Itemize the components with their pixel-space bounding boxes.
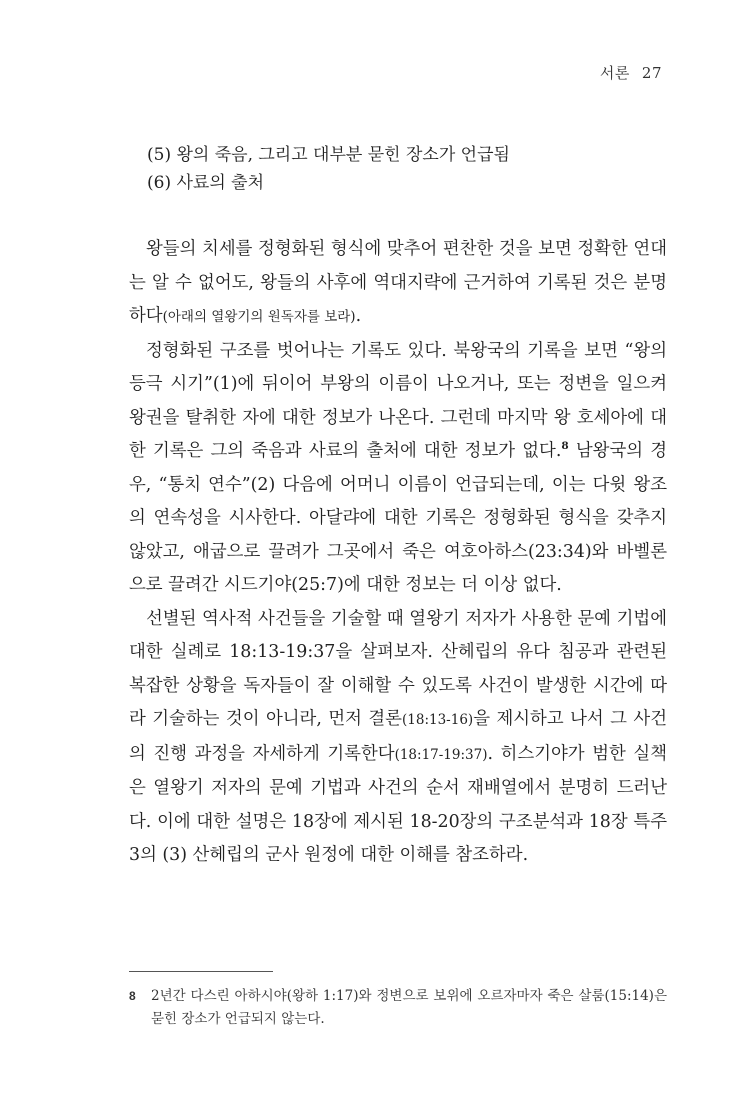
scripture-reference: (18:17-19:37) xyxy=(394,746,488,763)
footnote-text: 2년간 다스린 아하시야(왕하 1:17)와 정변으로 보위에 오르자마자 죽은 살룸(15:14)은 묻힌 장소가 언급되지 않는다. xyxy=(151,988,667,1027)
criteria-list xyxy=(147,141,667,197)
footnote-reference[interactable]: 8 xyxy=(561,440,569,452)
list-item: (5) 왕의 죽음, 그리고 대부분 묻힌 장소가 언급됨 xyxy=(147,145,510,165)
chapter-title: 서론 xyxy=(599,64,630,82)
paragraph-1-main: 왕들의 치세를 정형화된 형식에 맞추어 편찬한 것을 보면 정확한 연대는 알 수 없어도, 왕들의 사후에 역대지략에 근거하여 기록된 것은 분명하다 xyxy=(129,239,667,326)
paragraph-2-text-a: 정형화된 구조를 벗어나는 기록도 있다. 북왕국의 기록을 보면 “왕의 등극 시기”(1)에 뒤이어 부왕의 이름이 나오거나, 또는 정변을 일으켜 왕권을 탈취한 자에 대한 정보가 나온다. 그런데 마지막 왕 호세아에 대한 기록은 그의 죽음과 사료의 출처에 대한 정보가 없다. xyxy=(129,340,667,461)
paragraph-3-text-a: 선별된 역사적 사건들을 기술할 때 열왕기 저자가 사용한 문예 기법에 대한 실례로 18:13-19:37을 살펴보자. 산헤립의 유다 침공과 관련된 복잡한 상황을 독자들이 잘 이해할 수 있도록 사건이 발생한 시간에 따라 기술하는 것이 아니라, 먼저 결론 xyxy=(129,608,667,729)
footnote-number: 8 xyxy=(129,989,136,1003)
page-number: 27 xyxy=(641,64,662,82)
paragraph-3-text-b: 을 제시하고 나서 그 사건의 진행 과정을 자세하게 기록한다 xyxy=(129,709,667,764)
scripture-reference: (18:13-16) xyxy=(402,712,474,728)
paragraph-1 xyxy=(129,233,667,335)
list-item: (6) 사료의 출처 xyxy=(147,173,264,193)
paragraph-2 xyxy=(129,335,667,603)
paragraph-3 xyxy=(129,603,667,873)
footnote xyxy=(129,985,667,1031)
footnote-divider xyxy=(129,971,273,972)
paragraph-2-text-b: 남왕국의 경우, “통치 연수”(2) 다음에 어머니 이름이 언급되는데, 이는 다윗 왕조의 연속성을 시사한다. 아달랴에 대한 기록은 정형화된 형식을 갖추지 않았고, 애굽으로 끌려가 그곳에서 죽은 여호아하스(23:34)와 바벨론으로 끌려간 시드기야(25:7)에 대한 정보는 더 이상 없다. xyxy=(129,441,667,595)
body-text xyxy=(129,233,667,873)
paragraph-1-end: . xyxy=(355,306,362,326)
running-head xyxy=(600,62,662,83)
paragraph-1-aside: (아래의 열왕기의 원독자를 보라) xyxy=(162,309,356,325)
paragraph-3-text-c: . 히스기야가 범한 실책은 열왕기 저자의 문예 기법과 사건의 순서 재배열에서 분명히 드러난다. 이에 대한 설명은 18장에 제시된 18-20장의 구조분석과 18장 특주 3의 (3) 산헤립의 군사 원정에 대한 이해를 참조하라. xyxy=(129,743,667,865)
